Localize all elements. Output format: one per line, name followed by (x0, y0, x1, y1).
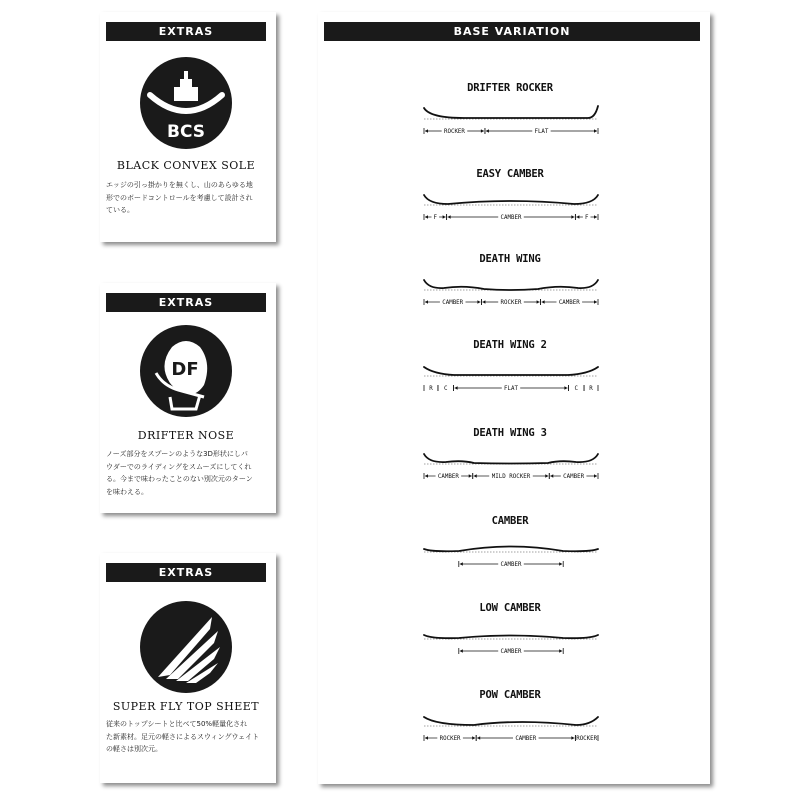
profile-drifter-rocker (318, 82, 702, 152)
profile-diagram (318, 339, 702, 409)
base-variation-header: BASE VARIATION (324, 22, 700, 41)
profile-camber (318, 515, 702, 585)
segment-arrowhead (559, 649, 562, 653)
profile-death-wing-3 (318, 427, 702, 497)
segment-arrowhead (545, 474, 548, 478)
segment-arrowhead (594, 474, 597, 478)
segment-arrowhead (425, 129, 428, 133)
profile-name: DRIFTER ROCKER (467, 82, 553, 94)
board-profile-line (424, 195, 598, 204)
drifter-nose-icon (100, 325, 276, 425)
profile-diagram (318, 602, 702, 672)
profile-low-camber (318, 602, 702, 672)
board-profile-line (424, 547, 598, 552)
segment-arrowhead (448, 215, 451, 219)
segment-label: ROCKER (576, 736, 598, 742)
extras-header: EXTRAS (106, 22, 266, 41)
board-profile-line (424, 635, 598, 638)
segment-label: ROCKER (500, 300, 522, 306)
segment-label: FLAT (534, 129, 549, 135)
segment-arrowhead (477, 736, 480, 740)
segment-label: CAMBER (442, 300, 464, 306)
segment-arrowhead (481, 129, 484, 133)
bcs-icon-text: BCS (167, 122, 205, 142)
feature-description-line: の軽さは別次元。 (106, 745, 162, 753)
segment-arrowhead (482, 300, 485, 304)
segment-label: CAMBER (437, 474, 459, 480)
feature-description-line: ノーズ部分をスプーンのような3D形状にしパ (106, 450, 248, 458)
segment-label: R (589, 386, 593, 392)
feature-description-line: 従来のトップシートと比べて50%軽量化され (106, 720, 248, 728)
segment-label: CAMBER (515, 736, 537, 742)
segment-label: ROCKER (443, 129, 465, 135)
profile-diagram (318, 689, 702, 759)
profile-diagram (318, 515, 702, 585)
segment-label: F (584, 215, 589, 221)
segment-arrowhead (425, 300, 428, 304)
profile-diagram (318, 253, 702, 323)
feature-title: SUPER FLY TOP SHEET (112, 700, 260, 713)
extras-card-bcs (100, 12, 276, 242)
segment-arrowhead (425, 474, 428, 478)
segment-arrowhead (564, 386, 567, 390)
segment-arrowhead (594, 215, 597, 219)
segment-arrowhead (542, 300, 545, 304)
segment-label: ROCKER (439, 736, 461, 742)
feature-description-line: ウダーでのライディングをスムーズにしてくれ (106, 462, 252, 471)
feature-description-line: る。今まで味わったことのない別次元のターン (106, 475, 253, 483)
segment-arrowhead (550, 474, 553, 478)
segment-arrowhead (486, 129, 489, 133)
segment-label: C (574, 386, 578, 392)
segment-arrowhead (559, 562, 562, 566)
segment-label: CAMBER (500, 562, 522, 568)
board-profile-line (424, 367, 598, 375)
segment-arrowhead (460, 562, 463, 566)
base-variation-panel (318, 12, 710, 784)
profile-death-wing-2 (318, 339, 702, 409)
segment-arrowhead (425, 736, 428, 740)
board-profile-line (424, 454, 598, 464)
wing-icon (100, 601, 276, 701)
segment-arrowhead (477, 300, 480, 304)
feature-description-line: 形でのボードコントロールを考慮して設計され (106, 193, 253, 202)
feature-description-line: エッジの引っ掛かりを無くし、山のあらゆる地 (106, 181, 253, 189)
feature-description (106, 718, 268, 756)
bcs-board-icon (100, 57, 276, 157)
profile-diagram (318, 168, 702, 238)
feature-description-line: ている。 (106, 206, 134, 214)
board-profile-line (424, 280, 598, 290)
segment-label: C (444, 386, 448, 392)
segment-label: CAMBER (558, 300, 580, 306)
profile-death-wing (318, 253, 702, 323)
segment-arrowhead (472, 736, 475, 740)
segment-label: CAMBER (563, 474, 585, 480)
feature-description (106, 448, 268, 498)
segment-label: FLAT (504, 386, 518, 392)
board-profile-line (424, 106, 598, 118)
extras-card-super-fly (100, 553, 276, 783)
feature-title: BLACK CONVEX SOLE (116, 159, 256, 172)
segment-label: CAMBER (500, 215, 522, 221)
feature-description-line: を味わえる。 (106, 487, 148, 496)
segment-arrowhead (537, 300, 540, 304)
segment-arrowhead (576, 215, 579, 219)
profile-name: DEATH WING 3 (473, 427, 547, 439)
extras-header: EXTRAS (106, 563, 266, 582)
feature-description (106, 179, 268, 217)
segment-arrowhead (474, 474, 477, 478)
segment-label: MILD ROCKER (491, 474, 531, 480)
segment-arrowhead (443, 215, 446, 219)
profile-name: EASY CAMBER (476, 168, 544, 180)
profile-pow-camber (318, 689, 702, 759)
profile-easy-camber (318, 168, 702, 238)
extras-header: EXTRAS (106, 293, 266, 312)
profile-name: LOW CAMBER (479, 602, 541, 614)
segment-arrowhead (455, 386, 458, 390)
profile-name: POW CAMBER (479, 689, 541, 701)
profile-name: DEATH WING (479, 253, 541, 265)
profile-name: DEATH WING 2 (473, 339, 547, 351)
df-icon-text: DF (171, 359, 199, 380)
extras-card-drifter-nose (100, 283, 276, 513)
feature-description-line: た新素材。足元の軽さによるスウィングウェイト (106, 732, 260, 741)
segment-arrowhead (571, 736, 574, 740)
segment-label: R (429, 386, 433, 392)
segment-arrowhead (594, 129, 597, 133)
segment-arrowhead (460, 649, 463, 653)
profile-diagram (318, 427, 702, 497)
segment-arrowhead (469, 474, 472, 478)
segment-label: CAMBER (500, 649, 522, 655)
feature-title: DRIFTER NOSE (137, 429, 235, 442)
segment-arrowhead (425, 215, 428, 219)
profile-diagram (318, 82, 702, 152)
segment-arrowhead (594, 300, 597, 304)
segment-arrowhead (571, 215, 574, 219)
profile-name: CAMBER (491, 515, 529, 527)
board-profile-line (424, 717, 598, 725)
segment-label: F (433, 215, 438, 221)
